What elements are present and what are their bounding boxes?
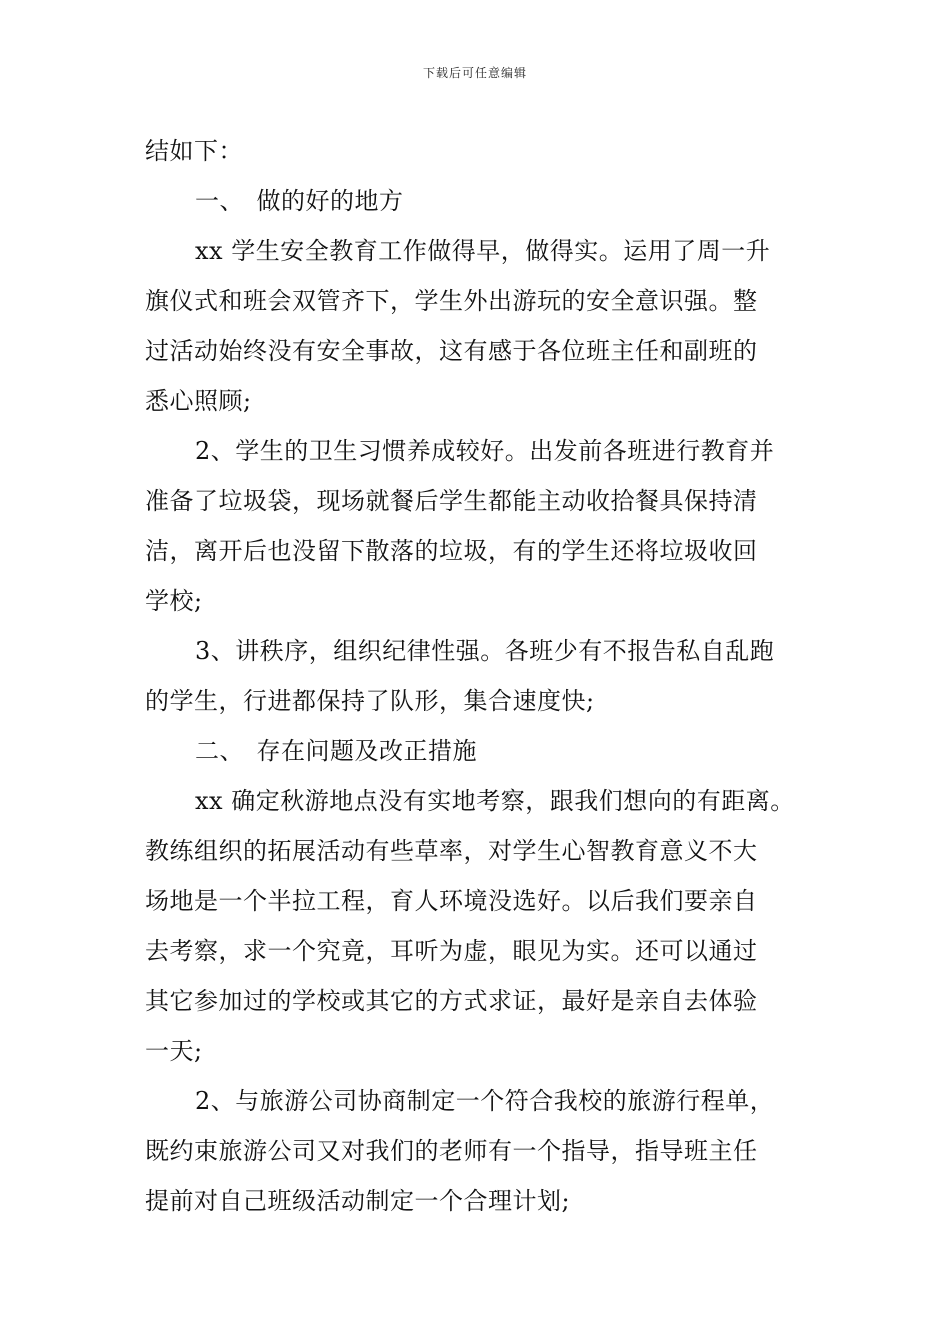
text-line: xx 学生安全教育工作做得早，做得实。运用了周一升 — [195, 237, 771, 265]
text-line: 提前对自己班级活动制定一个合理计划; — [145, 1187, 571, 1215]
page-header: 下载后可任意编辑 — [422, 66, 527, 80]
text-line: 2、学生的卫生习惯养成较好。出发前各班进行教育并 — [195, 437, 775, 465]
section-heading: 二、 存在问题及改正措施 — [195, 737, 477, 765]
text-line: 3、讲秩序，组织纪律性强。各班少有不报告私自乱跑 — [195, 637, 775, 665]
section-heading: 一、 做的好的地方 — [195, 187, 404, 215]
text-line: 去考察，求一个究竟，耳听为虚，眼见为实。还可以通过 — [145, 937, 758, 965]
text-line: 其它参加过的学校或其它的方式求证，最好是亲自去体验 — [145, 987, 758, 1015]
text-line: 旗仪式和班会双管齐下，学生外出游玩的安全意识强。整 — [145, 287, 758, 315]
text-line: xx 确定秋游地点没有实地考察，跟我们想向的有距离。 — [195, 787, 795, 815]
text-line: 洁，离开后也没留下散落的垃圾，有的学生还将垃圾收回 — [145, 537, 758, 565]
text-line: 一天; — [145, 1037, 203, 1065]
text-line: 结如下： — [145, 137, 243, 165]
text-line: 过活动始终没有安全事故，这有感于各位班主任和副班的 — [145, 337, 758, 365]
text-line: 2、与旅游公司协商制定一个符合我校的旅游行程单， — [195, 1087, 775, 1115]
text-line: 既约束旅游公司又对我们的老师有一个指导，指导班主任 — [145, 1137, 758, 1165]
text-line: 准备了垃圾袋，现场就餐后学生都能主动收拾餐具保持清 — [145, 487, 758, 515]
text-line: 场地是一个半拉工程，育人环境没选好。以后我们要亲自 — [145, 887, 758, 915]
text-line: 教练组织的拓展活动有些草率，对学生心智教育意义不大 — [145, 837, 758, 865]
text-line: 悉心照顾; — [145, 387, 252, 415]
document-body — [145, 126, 813, 1226]
text-line: 的学生，行进都保持了队形，集合速度快; — [145, 687, 595, 715]
text-line: 学校; — [145, 587, 203, 615]
